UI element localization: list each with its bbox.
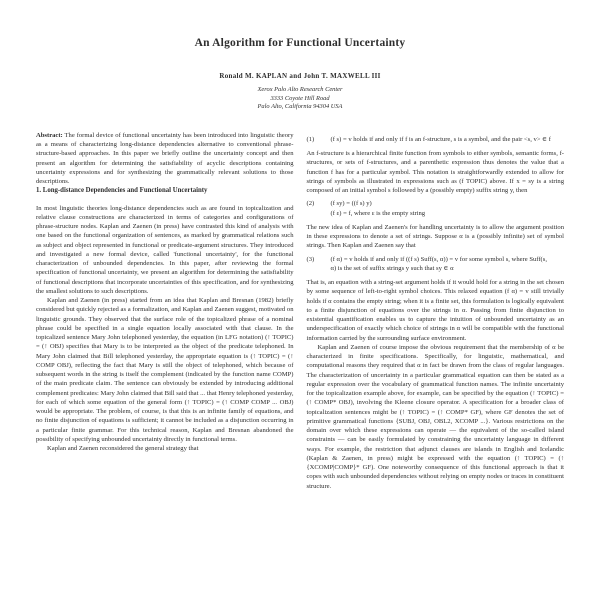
section-1-heading: 1. Long-distance Dependencies and Functional Uncertainty [36,187,208,195]
abstract-paragraph [36,131,294,187]
right-paragraph-3: That is, an equation with a string-set argument holds if it would hold for a string in the set chosen by some sequence of left-to-right symbol choices. This relaxed equation (f α) = v still trivially holds if α contains the empty string; when it is a finite set, this formulation is logically equivalent to a finite disjunction of equations over the strings in α. Passing from finite disjunction to existential quantification enables us to capture the intuition of unbounded uncertainty as an underspecification of exactly which choice of strings in α will be compatible with the functional information carried by the surrounding surface environment. [306,279,564,342]
abstract-label: Abstract: [36,131,63,139]
equation-2-line-1: (f sy) = ((f s) y) [330,200,372,208]
equation-1-number: (1) [306,135,315,143]
section-1-paragraph-2: Kaplan and Zaenen (in press) started from an idea that Kaplan and Bresnan (1982) briefly considered but quickly rejected as a formalization, and Kaplan and Zaenen suggest, motivated on linguistic grounds. They observed that the surface role of the topicalized phrase of a nominal phrase could be specified in a single equation locally associated with that clause. In the topicalized sentence Mary John telephoned yesterday, the equation (in LFG notation) (↑ TOPIC) = (↑ OBJ) specifies that Mary is to be interpreted as the object of the predicate telephoned. In Mary John claimed that Bill telephoned yesterday, the appropriate equation is (↑ TOPIC) = (↑ COMP OBJ), reflecting the fact that Mary is still the object of telephoned, which because of subsequent words in the string is itself the complement (indicated by the function name COMP) of the main predicate claim. The sentence can obviously be extended by introducing additional complement predicates: Mary John claimed that Bill said that ... that Henry telephoned yesterday, for each of which some equation of the general form (↑ TOPIC) = (↑ COMP COMP ... OBJ) would be appropriate. The problem, of course, is that this is an infinite family of equations, and no finite disjunction of equations is sufficient; it cannot be included as a disjunction occurring in a particular finite grammar. For this technical reason, Kaplan and Bresnan abandoned the possibility of specifying unbounded uncertainty directly in functional terms. [36,297,294,443]
paper-header [0,0,600,112]
left-column [36,131,294,491]
right-paragraph-2: The new idea of Kaplan and Zaenen's for handling uncertainty is to allow the argument position in these expressions to denote a set of strings. Suppose α is a (possibly infinite) set of symbol strings. Then Kaplan and Zaenen say that [306,223,564,250]
equation-2-number: (2) [306,200,315,208]
equation-2-line-2: (f ε) = f, where ε is the empty string [330,209,426,217]
equation-1-body: (f s) = v holds if and only if f is an f-structure, s is a symbol, and the pair <s, v> ∈ f [330,135,551,143]
equation-1 [307,135,565,144]
affiliation-line-2: 3333 Coyote Hill Road [270,94,330,102]
right-column [307,131,565,491]
equation-2-body [331,199,565,218]
authors-line: Ronald M. KAPLAN and John T. MAXWELL III [219,72,381,80]
right-paragraph-4: Kaplan and Zaenen of course impose the obvious requirement that the membership of α be characterized in finite specifications. Specifically, for linguistic, mathematical, and computational reasons they required that α in fact be drawn from the class of regular languages. The characterization of uncertainty in a particular grammatical equation can then be stated as a regular expression over the vocabulary of grammatical function names. The infinite uncertainty for the topicalization example above, for example, can be specified by the equation (↑ TOPIC) = (↑ COMP* OBJ), involving the Kleene closure operator. A specification for a broader class of topicalization sentences might be (↑ TOPIC) = (↑ COMP* GF), where GF denotes the set of primitive grammatical functions {SUBJ, OBJ, OBL2, XCOMP ...}. Various restrictions on the domain over which these expressions can operate — the equivalent of the so-called island constraints — can be easily formulated by constraining the uncertainty language in different ways. For example, the restriction that adjunct clauses are islands in English and Icelandic (Kaplan & Zaenen, in press) might be expressed with the equation (↑ TOPIC) = (↑ {XCOMP|COMP}* GF). One noteworthy consequence of this functional approach is that it copes with such unbounded dependencies without relying on empty nodes or traces in constituent structure. [306,343,564,490]
affiliation-line-3: Palo Alto, California 94304 USA [257,103,343,111]
section-1-paragraph-3: Kaplan and Zaenen reconsidered the general strategy that [47,445,199,453]
paper-title: An Algorithm for Functional Uncertainty [194,37,406,49]
equation-3-number: (3) [306,255,315,263]
equation-2 [307,199,565,218]
affiliation-line-1: Xerox Palo Alto Research Center [257,86,343,93]
equation-3-body: (f α) = v holds if and only if ((f s) Suff(s, α)) = v for some symbol s, where Suff(s, α) is the set of suffix strings y such that sy ∈ α [330,255,547,272]
equation-3 [307,255,565,274]
abstract-text: The formal device of functional uncertainty has been introduced into linguistic theory as a means of characterizing long-distance dependencies alternative to conventional phrase-structure-based approaches. In this paper we briefly outline the uncertainty concept and then present an algorithm for determining the satisfiability of acyclic descriptions containing uncertainty expressions and for synthesizing the grammatically relevant solutions to those descriptions. [36,131,294,186]
affiliation-block [0,86,600,112]
right-paragraph-1: An f-structure is a hierarchical finite function from symbols to either symbols, semantic forms, f-structures, or sets of f-structures, and a parenthetic expression thus denotes the value that a function f has for a particular symbol. This notation is straightforwardly extended to allow for strings of symbols as illustrated in expressions such as (f TOPIC) above. If x = sy is a string composed of an initial symbol s followed by a (possibly empty) suffix string y, then [306,150,564,195]
section-1-paragraph-1: In most linguistic theories long-distance dependencies such as are found in topicalization and relative clause constructions are characterized in terms of categories and configurations of phrase-structure nodes. Kaplan and Zaenen (in press) have contrasted this kind of analysis with one based on the functional organization of sentences, as marked by grammatical relations such as subject and object represented in functional or predicate-argument structures. They introduced and investigated a new formal device, called 'functional uncertainty', for the functional characterization of unbounded dependencies. In this paper, after reviewing the formal specification of functional uncertainty, we present an algorithm for determining the satisfiability of functional descriptions that incorporate uncertainties of this specification, and for synthesizing the smallest solutions to such descriptions. [36,204,294,295]
two-column-body [0,131,600,491]
